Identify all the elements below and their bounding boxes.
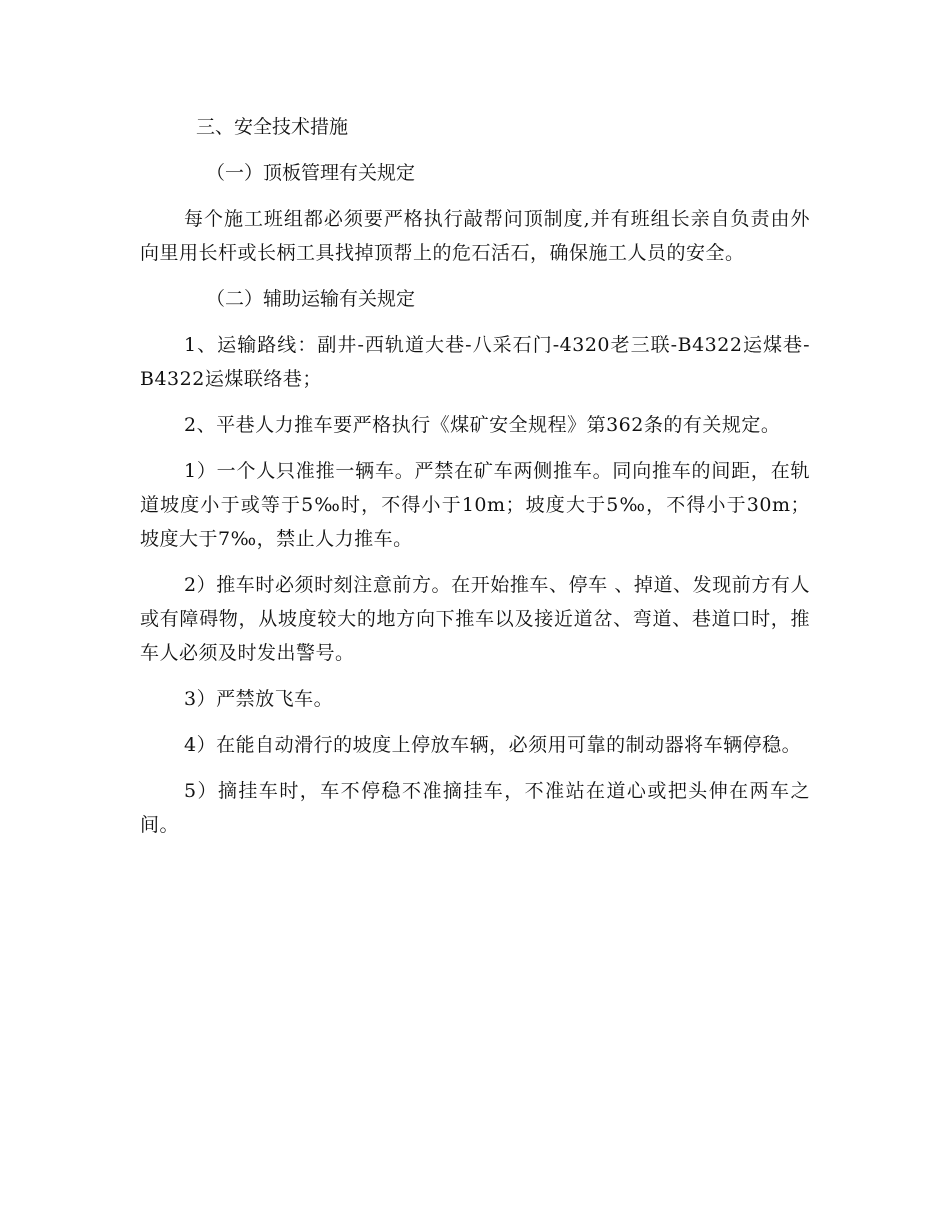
paragraph-transport-route: 1、运输路线：副井-西轨道大巷-八采石门-4320老三联-B4322运煤巷-B4322运煤联络巷； <box>140 334 810 390</box>
rule-item-1: 1）一个人只准推一辆车。严禁在矿车两侧推车。同向推车的间距，在轨道坡度小于或等于5‰时，不得小于10m；坡度大于5‰，不得小于30m；坡度大于7‰，禁止人力推车。 <box>140 460 810 550</box>
section-title: 三、安全技术措施 <box>196 116 349 138</box>
subsection-title-transport: （二）辅助运输有关规定 <box>206 288 416 310</box>
rule-item-5: 5）摘挂车时，车不停稳不准摘挂车，不准站在道心或把头伸在两车之间。 <box>140 780 810 836</box>
document-body <box>140 110 810 854</box>
paragraph-manual-push: 2、平巷人力推车要严格执行《煤矿安全规程》第362条的有关规定。 <box>184 414 781 436</box>
rule-item-4: 4）在能自动滑行的坡度上停放车辆，必须用可靠的制动器将车辆停稳。 <box>184 734 802 756</box>
rule-item-2: 2）推车时必须时刻注意前方。在开始推车、停车 、掉道、发现前方有人或有障碍物，从坡度较大的地方向下推车以及接近道岔、弯道、巷道口时，推车人必须及时发出警号。 <box>140 574 810 664</box>
rule-item-3: 3）严禁放飞车。 <box>184 688 334 710</box>
subsection-title-roof: （一）顶板管理有关规定 <box>206 162 416 184</box>
paragraph-roof-management: 每个施工班组都必须要严格执行敲帮问顶制度,并有班组长亲自负责由外向里用长杆或长柄工具找掉顶帮上的危石活石，确保施工人员的安全。 <box>140 208 810 264</box>
